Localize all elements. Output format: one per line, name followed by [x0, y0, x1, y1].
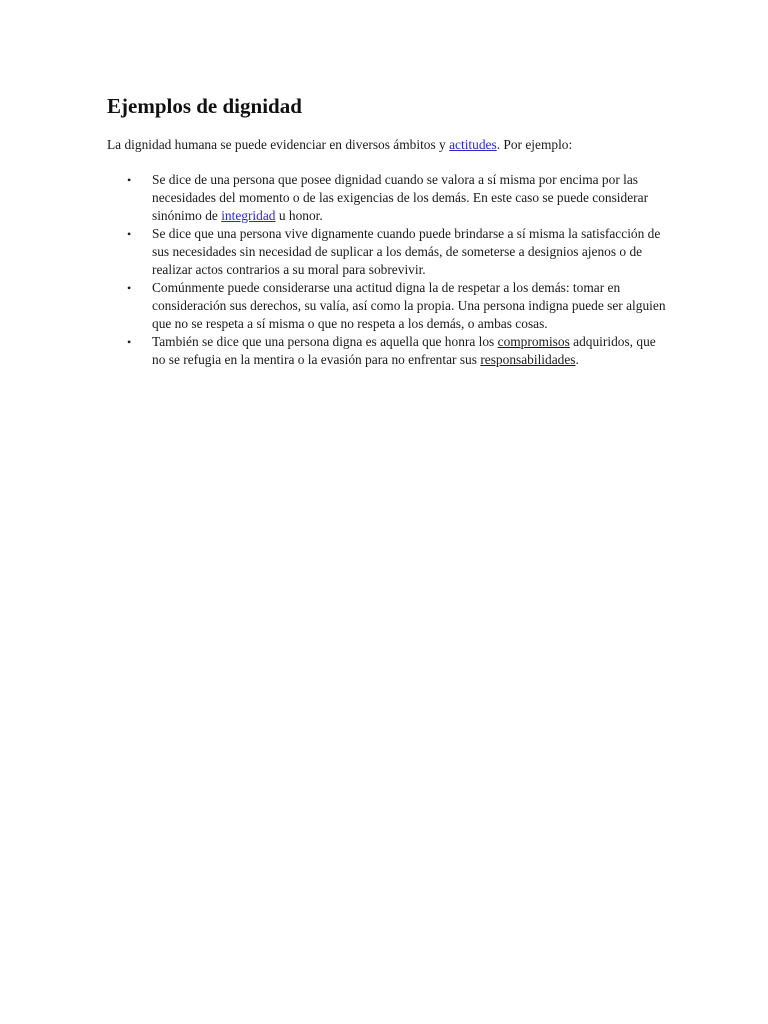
integridad-link[interactable]: integridad — [221, 208, 276, 223]
compromisos-underlined: compromisos — [497, 334, 570, 349]
list-item — [107, 333, 667, 369]
bullet-icon: • — [127, 227, 132, 241]
document-page — [107, 92, 667, 369]
page-title: Ejemplos de dignidad — [107, 94, 302, 118]
examples-list — [107, 171, 667, 369]
intro-paragraph — [107, 136, 667, 154]
item-2-text: Se dice que una persona vive dignamente cuando puede brindarse a sí misma la satisfacción de sus necesidades sin necesidad de suplicar a los demás, de someterse a designios ajenos o de realizar actos contrarios a su moral para sobrevivir. — [152, 226, 661, 277]
actitudes-link[interactable]: actitudes — [449, 137, 497, 152]
item-1-text-after: u honor. — [275, 208, 323, 223]
intro-text-before: La dignidad humana se puede evidenciar en diversos ámbitos y — [107, 137, 450, 152]
list-item — [107, 171, 667, 225]
item-4-text-middle: adquiridos, que no se refugia en la mentira o la evasión para no enfrentar sus — [152, 334, 656, 367]
item-3-text: Comúnmente puede considerarse una actitud digna la de respetar a los demás: tomar en consideración sus derechos, su valía, así como la propia. Una persona indigna puede ser alguien que no se respeta a sí misma o que no respeta a los demás, o ambas cosas. — [152, 280, 666, 331]
item-4-text-before: También se dice que una persona digna es aquella que honra los — [152, 334, 498, 349]
bullet-icon: • — [127, 281, 132, 295]
item-1-text-before: Se dice de una persona que posee dignidad cuando se valora a sí misma por encima por las necesidades del momento o de las exigencias de los demás. En este caso se puede considerar sinónimo de — [152, 172, 649, 223]
bullet-icon: • — [127, 173, 132, 187]
responsabilidades-underlined: responsabilidades — [480, 352, 576, 367]
intro-text-after: . Por ejemplo: — [496, 137, 573, 152]
item-4-text-after: . — [575, 352, 579, 367]
bullet-icon: • — [127, 335, 132, 349]
list-item — [107, 225, 667, 279]
list-item — [107, 279, 667, 333]
